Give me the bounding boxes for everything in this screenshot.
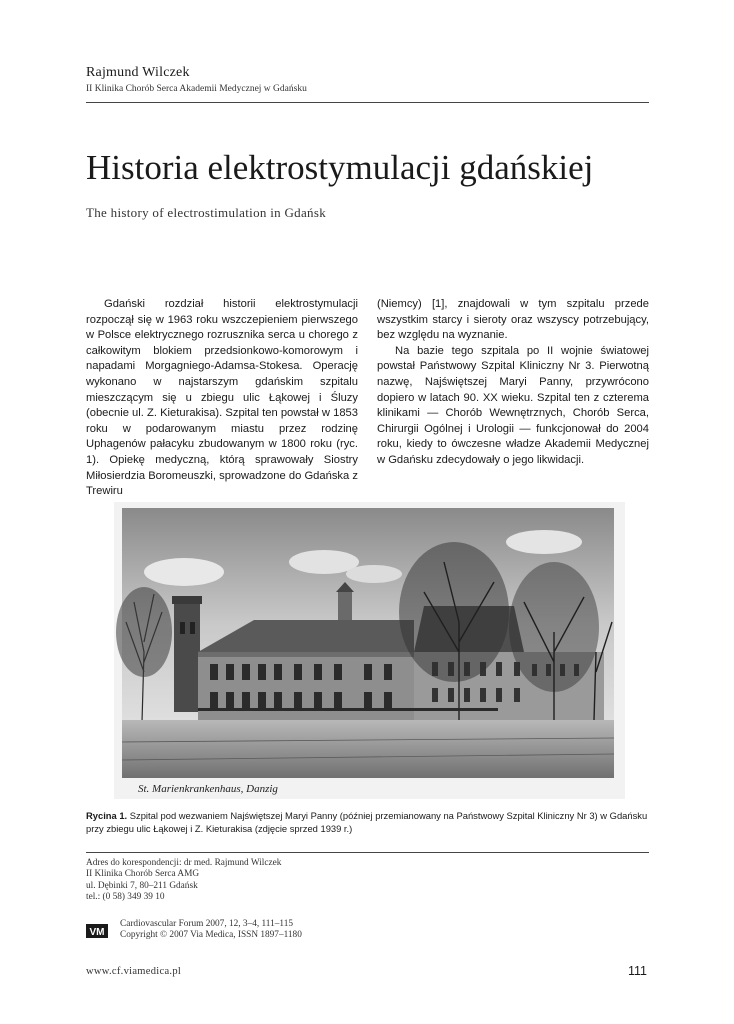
correspondence-line: tel.: (0 58) 349 39 10 bbox=[86, 891, 165, 902]
caption-text: Szpital pod wezwaniem Najświętszej Maryi Panny (później przemianowany na Państwowy Szpital Kliniczny Nr 3) w Gdańsku przy zbiegu ulic Łąkowej i Z. Kieturakisa (zdjęcie sprzed 1939 r.) bbox=[86, 810, 648, 834]
body-column-left bbox=[86, 297, 358, 500]
journal-website[interactable]: www.cf.viamedica.pl bbox=[86, 966, 182, 977]
photo-inscription: St. Marienkrankenhaus, Danzig bbox=[138, 783, 278, 795]
article-title: Historia elektrostymulacji gdańskiej bbox=[86, 148, 594, 187]
page-number: 111 bbox=[628, 964, 648, 978]
hospital-photograph bbox=[114, 502, 625, 799]
author-affiliation: II Klinika Chorób Serca Akademii Medycznej w Gdańsku bbox=[86, 84, 307, 94]
correspondence-line: II Klinika Chorób Serca AMG bbox=[86, 869, 200, 880]
body-paragraph: Na bazie tego szpitala po II wojnie światowej powstał Państwowy Szpital Kliniczny Nr 3. Pierwotną nazwę, Najświętszej Maryi Panny, przywrócono dopiero w latach 90. XX wieku. Szpital ten z czterema klinikami — Chorób Wewnętrznych, Chorób Serca, Chirurgii Ogólnej i Urologii — funkcjonował do 2004 roku, kiedy to ówczesne władze Akademii Medycznej w Gdańsku zdecydowały o jego likwidacji. bbox=[377, 344, 649, 466]
journal-copyright: Copyright © 2007 Via Medica, ISSN 1897–1180 bbox=[120, 930, 302, 941]
correspondence-line: Adres do korespondencji: dr med. Rajmund Wilczek bbox=[86, 858, 282, 868]
author-name: Rajmund Wilczek bbox=[86, 65, 190, 80]
journal-citation: Cardiovascular Forum 2007, 12, 3–4, 111–115 bbox=[120, 919, 294, 929]
svg-text:VM: VM bbox=[89, 927, 105, 938]
journal-info bbox=[120, 919, 302, 942]
correspondence-line: ul. Dębinki 7, 80–211 Gdańsk bbox=[86, 880, 198, 891]
body-paragraph: (Niemcy) [1], znajdowali w tym szpitalu przede wszystkim starcy i sieroty oraz wszyscy potrzebujący, bez względu na wyznanie. bbox=[377, 298, 649, 342]
header-divider bbox=[86, 102, 649, 103]
article-subtitle: The history of electrostimulation in Gdańsk bbox=[86, 205, 326, 220]
figure-caption bbox=[86, 809, 649, 835]
body-column-right bbox=[377, 297, 649, 469]
via-medica-logo-icon bbox=[86, 924, 108, 938]
caption-label: Rycina 1. bbox=[86, 810, 128, 821]
correspondence-block bbox=[86, 858, 281, 903]
body-paragraph: Gdański rozdział historii elektrostymulacji rozpoczął się w 1963 roku wszczepieniem pierwszego w Polsce elektrycznego rozrusznika serca u chorego z całkowitym blokiem przedsionkowo-komorowym i napadami Morgagniego-Adamsa-Stokesa. Operację wykonano w najstarszym gdańskim szpitalu mieszczącym się u zbiegu ulic Łąkowej i Śluzy (obecnie ul. Z. Kieturakisa). Szpital ten powstał w 1853 roku w podarowanym miastu przez rodzinę Uphagenów pałacyku zbudowanym w 1800 roku (ryc. 1). Opiekę medyczną, którą sprawowały Siostry Miłosierdzia Boromeuszki, sprowadzone do Gdańska z Trewiru bbox=[86, 298, 358, 498]
footer-divider bbox=[86, 852, 649, 853]
